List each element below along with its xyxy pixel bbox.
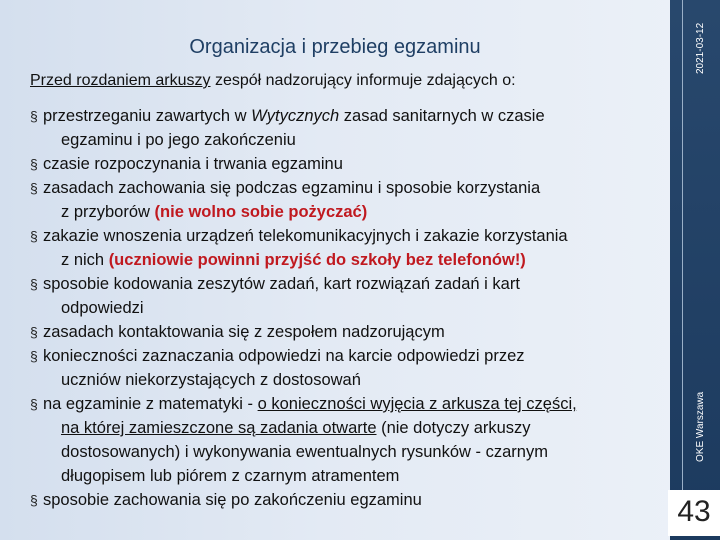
list-item: § sposobie zachowania się po zakończeniu egzaminu	[30, 488, 662, 512]
list-item: § zasadach kontaktowania się z zespołem nadzorującym	[30, 320, 662, 344]
rules-list	[30, 104, 662, 512]
list-item: § zakazie wnoszenia urządzeń telekomunikacyjnych i zakazie korzystania z nich (uczniowie powinni przyjść do szkoły bez telefonów!)	[30, 224, 662, 272]
list-item: § przestrzeganiu zawartych w Wytycznych zasad sanitarnych w czasie egzaminu i po jego zakończeniu	[30, 104, 662, 152]
organization-label: OKE Warszawa	[695, 391, 706, 463]
intro-underlined: Przed rozdaniem arkuszy	[30, 72, 211, 89]
date-label: 2021-03-12	[695, 22, 706, 74]
warning-text: (nie wolno sobie pożyczać)	[154, 203, 368, 221]
page-title: Organizacja i przebieg egzaminu	[189, 36, 481, 58]
warning-text: (uczniowie powinni przyjść do szkoły bez telefonów!)	[108, 251, 526, 269]
intro-text	[30, 72, 516, 90]
page-number: 43	[668, 490, 720, 536]
list-item: § czasie rozpoczynania i trwania egzaminu	[30, 152, 662, 176]
list-item: § zasadach zachowania się podczas egzaminu i sposobie korzystania z przyborów (nie wolno sobie pożyczać)	[30, 176, 662, 224]
intro-rest: zespół nadzorujący informuje zdających o:	[210, 72, 516, 89]
list-item: § sposobie kodowania zeszytów zadań, kart rozwiązań zadań i kart odpowiedzi	[30, 272, 662, 320]
divider-line	[682, 0, 683, 500]
list-item: § konieczności zaznaczania odpowiedzi na karcie odpowiedzi przez uczniów niekorzystających z dostosowań	[30, 344, 662, 392]
list-item: § na egzaminie z matematyki - o konieczności wyjęcia z arkusza tej części, na której zamieszczone są zadania otwarte (nie dotyczy arkuszy dostosowanych) i wykonywania ewentualnych rysunków - czarnym długopisem lub piórem z czarnym atramentem	[30, 392, 662, 488]
